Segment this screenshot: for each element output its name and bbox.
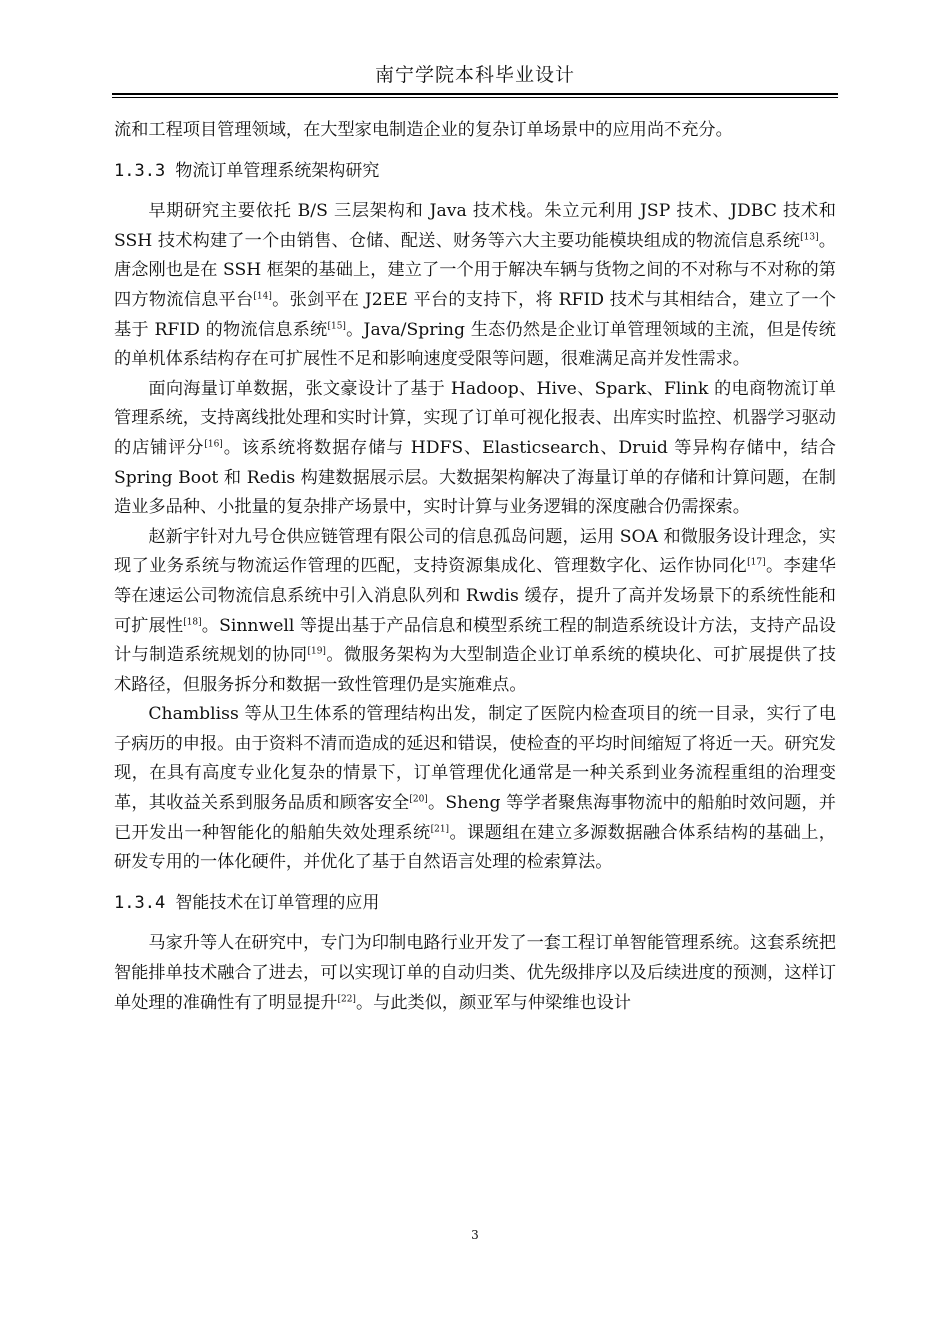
citation-19: [19] bbox=[307, 646, 326, 657]
citation-15: [15] bbox=[327, 320, 346, 331]
header-rule-thick bbox=[112, 93, 838, 95]
citation-17: [17] bbox=[747, 557, 766, 568]
citation-14: [14] bbox=[253, 291, 272, 302]
page-number: 3 bbox=[471, 1228, 479, 1242]
text-run: 早期研究主要依托 B/S 三层架构和 Java 技术栈。朱立元利用 JSP 技术、JDBC 技术和 SSH 技术构建了一个由销售、仓储、配送、财务等六大主要功能模块组成的物流信息系统 bbox=[114, 201, 836, 251]
text-run: 。该系统将数据存储与 HDFS、Elasticsearch、Druid 等异构存储中，结合 Spring Boot 和 Redis 构建数据展示层。大数据架构解决了海量订单的存储和计算问题，在制造业多品种、小批量的复杂排产场景中，实时计算与业务逻辑的深度融合仍需探索。 bbox=[114, 437, 836, 518]
citation-13: [13] bbox=[800, 232, 819, 243]
header-rule-thin bbox=[112, 97, 838, 98]
paragraph-big-data bbox=[114, 375, 836, 523]
citation-21: [21] bbox=[430, 823, 450, 834]
citation-20: [20] bbox=[409, 794, 428, 805]
text-run: 。Sinnwell 等提出基于产品信息和模型系统工程的制造系统设计方法，支持产品设计与制造系统规划的协同 bbox=[114, 615, 836, 666]
page-header-title: 南宁学院本科毕业设计 bbox=[374, 64, 575, 86]
section-heading-1-3-4: 1.3.4 智能技术在订单管理的应用 bbox=[114, 892, 380, 913]
text-run: 。Sheng 等学者聚焦海事物流中的船舶时效问题，并已开发出一种智能化的船舶失效处理系统 bbox=[114, 793, 836, 843]
paragraph-microservices bbox=[114, 523, 836, 701]
text-run: 面向海量订单数据，张文豪设计了基于 Hadoop、Hive、Spark、Flink 的电商物流订单管理系统，支持离线批处理和实时计算，实现了订单可视化报表、出库实时监控、机器学习驱动的店铺评分 bbox=[114, 378, 836, 458]
section-heading-1-3-3: 1.3.3 物流订单管理系统架构研究 bbox=[114, 160, 380, 181]
paragraph-bs-architecture bbox=[114, 197, 836, 375]
paragraph-continuation: 流和工程项目管理领域，在大型家电制造企业的复杂订单场景中的应用尚不充分。 bbox=[114, 120, 733, 140]
text-run: 。与此类似，颜亚军与仲梁维也设计 bbox=[355, 992, 631, 1013]
text-run: 赵新宇针对九号仓供应链管理有限公司的信息孤岛问题，运用 SOA 和微服务设计理念，实现了业务系统与物流运作管理的匹配，支持资源集成化、管理数字化、运作协同化 bbox=[114, 526, 836, 577]
citation-18: [18] bbox=[183, 616, 202, 627]
citation-16: [16] bbox=[204, 439, 223, 450]
text-run: 。Java/Spring 生态仍然是企业订单管理领域的主流，但是传统的单机体系结构存在可扩展性不足和影响速度受限等问题，很难满足高并发性需求。 bbox=[114, 319, 836, 370]
paragraph-intelligent-tech bbox=[114, 929, 836, 1018]
text-run: 。唐念刚也是在 SSH 框架的基础上，建立了一个用于解决车辆与货物之间的不对称与不对称的第四方物流信息平台 bbox=[114, 230, 836, 310]
paragraph-governance bbox=[114, 700, 836, 878]
text-run: 。课题组在建立多源数据融合体系结构的基础上，研发专用的一体化硬件，并优化了基于自然语言处理的检索算法。 bbox=[114, 822, 836, 873]
text-run: 。张剑平在 J2EE 平台的支持下，将 RFID 技术与其相结合，建立了一个基于 RFID 的物流信息系统 bbox=[114, 289, 836, 340]
text-run: Chambliss 等从卫生体系的管理结构出发，制定了医院内检查项目的统一目录，实行了电子病历的申报。由于资料不清而造成的延迟和错误，使检查的平均时间缩短了将近一天。研究发现，在具有高度专业化复杂的情景下，订单管理优化通常是一种关系到业务流程重组的治理变革，其收益关系到服务品质和顾客安全 bbox=[114, 704, 836, 814]
text-run: 。李建华等在速运公司物流信息系统中引入消息队列和 Rwdis 缓存，提升了高并发场景下的系统性能和可扩展性 bbox=[114, 556, 836, 636]
text-run: 。微服务架构为大型制造企业订单系统的模块化、可扩展提供了技术路径，但服务拆分和数据一致性管理仍是实施难点。 bbox=[114, 645, 836, 695]
document-body bbox=[114, 116, 836, 1018]
text-run: 马家升等人在研究中，专门为印制电路行业开发了一套工程订单智能管理系统。这套系统把智能排单技术融合了进去，可以实现订单的自动归类、优先级排序以及后续进度的预测，这样订单处理的准确性有了明显提升 bbox=[114, 933, 836, 1013]
citation-22: [22] bbox=[337, 993, 356, 1004]
